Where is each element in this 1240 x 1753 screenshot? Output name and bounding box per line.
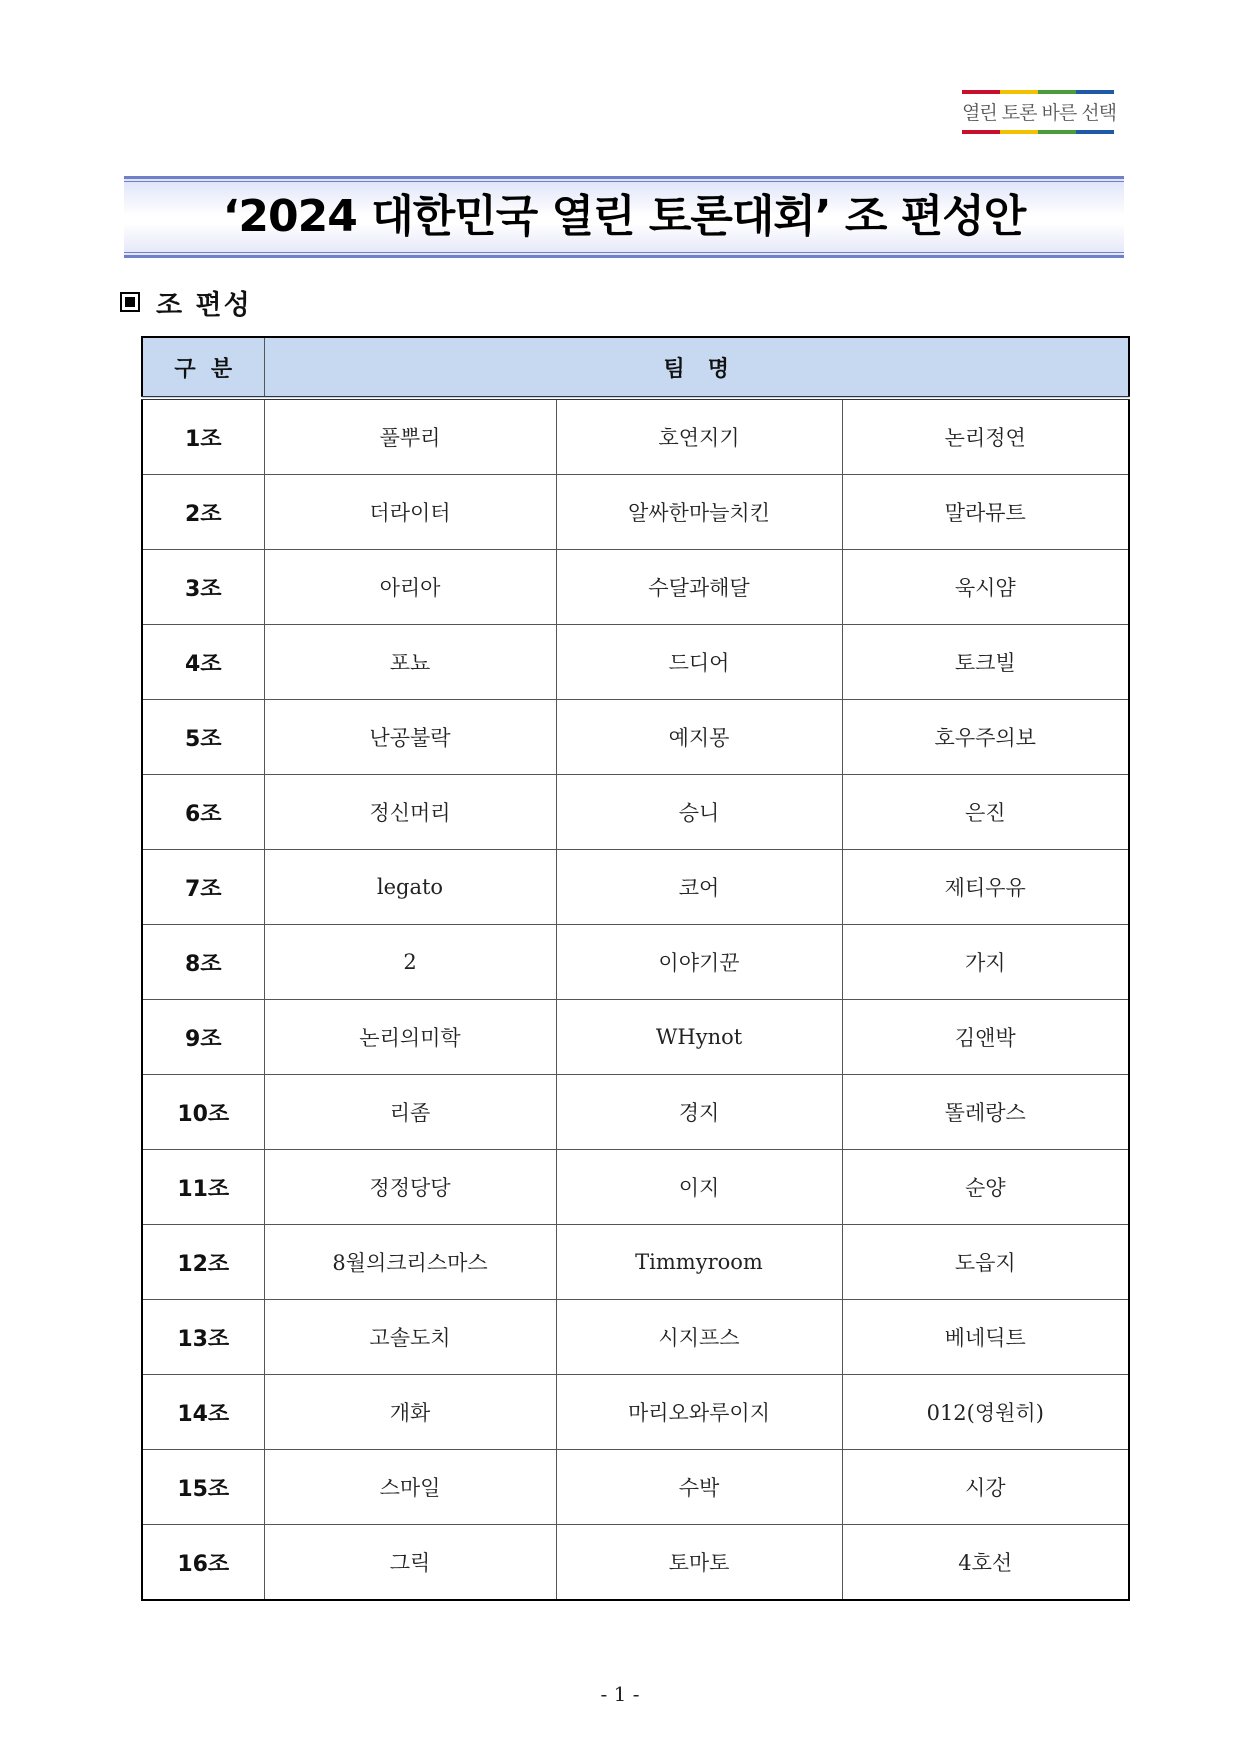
team-cell: 정정당당 — [264, 1150, 556, 1225]
team-cell: 마리오와루이지 — [556, 1375, 842, 1450]
team-cell: 말라뮤트 — [842, 475, 1129, 550]
team-cell: 리좀 — [264, 1075, 556, 1150]
header-group: 구 분 — [142, 337, 264, 398]
logo-stripe-bottom — [962, 130, 1114, 134]
group-cell: 14조 — [142, 1375, 264, 1450]
team-cell: 호연지기 — [556, 398, 842, 475]
table-row — [142, 700, 1129, 775]
team-cell: 베네딕트 — [842, 1300, 1129, 1375]
team-cell: 이지 — [556, 1150, 842, 1225]
logo-stripe-yellow — [1000, 90, 1038, 94]
team-cell: 포뇨 — [264, 625, 556, 700]
team-cell: 도읍지 — [842, 1225, 1129, 1300]
team-cell: 제티우유 — [842, 850, 1129, 925]
team-cell: 코어 — [556, 850, 842, 925]
table-row — [142, 1225, 1129, 1300]
group-roster-table — [141, 336, 1130, 1601]
team-cell: 012(영원히) — [842, 1375, 1129, 1450]
logo-stripe-top — [962, 90, 1114, 94]
team-cell: 아리아 — [264, 550, 556, 625]
table-row — [142, 475, 1129, 550]
table-row — [142, 1000, 1129, 1075]
group-cell: 16조 — [142, 1525, 264, 1601]
logo-stripe-red — [962, 130, 1000, 134]
logo-stripe-yellow — [1000, 130, 1038, 134]
team-cell: 똘레랑스 — [842, 1075, 1129, 1150]
team-cell: 토크빌 — [842, 625, 1129, 700]
header-team: 팀 명 — [264, 337, 1129, 398]
team-cell: 정신머리 — [264, 775, 556, 850]
team-cell: 토마토 — [556, 1525, 842, 1601]
table-row — [142, 925, 1129, 1000]
logo-stripe-green — [1038, 130, 1076, 134]
team-cell: 수달과해달 — [556, 550, 842, 625]
group-cell: 6조 — [142, 775, 264, 850]
logo-stripe-blue — [1076, 90, 1114, 94]
team-cell: 개화 — [264, 1375, 556, 1450]
title-banner — [124, 176, 1124, 258]
team-cell: 풀뿌리 — [264, 398, 556, 475]
logo-stripe-green — [1038, 90, 1076, 94]
team-cell: 더라이터 — [264, 475, 556, 550]
team-cell: 욱시얌 — [842, 550, 1129, 625]
filled-square-icon — [120, 292, 140, 312]
team-cell: legato — [264, 850, 556, 925]
team-cell: 은진 — [842, 775, 1129, 850]
group-cell: 7조 — [142, 850, 264, 925]
team-cell: 논리의미학 — [264, 1000, 556, 1075]
team-cell: 논리정연 — [842, 398, 1129, 475]
logo-stripe-red — [962, 90, 1000, 94]
table-row — [142, 398, 1129, 475]
team-cell: 스마일 — [264, 1450, 556, 1525]
group-cell: 15조 — [142, 1450, 264, 1525]
table-row — [142, 1450, 1129, 1525]
table-row — [142, 775, 1129, 850]
team-cell: 시지프스 — [556, 1300, 842, 1375]
logo-stripe-blue — [1076, 130, 1114, 134]
logo — [962, 90, 1114, 134]
team-cell: 이야기꾼 — [556, 925, 842, 1000]
team-cell: 2 — [264, 925, 556, 1000]
team-cell: 알싸한마늘치킨 — [556, 475, 842, 550]
team-cell: 드디어 — [556, 625, 842, 700]
table-header-row — [142, 337, 1129, 398]
table-row — [142, 1075, 1129, 1150]
team-cell: 8월의크리스마스 — [264, 1225, 556, 1300]
group-cell: 13조 — [142, 1300, 264, 1375]
team-cell: WHynot — [556, 1000, 842, 1075]
table-row — [142, 625, 1129, 700]
team-cell: 고솔도치 — [264, 1300, 556, 1375]
table-row — [142, 850, 1129, 925]
group-cell: 9조 — [142, 1000, 264, 1075]
group-cell: 3조 — [142, 550, 264, 625]
team-cell: 그릭 — [264, 1525, 556, 1601]
group-cell: 8조 — [142, 925, 264, 1000]
section-header — [120, 282, 252, 322]
group-cell: 5조 — [142, 700, 264, 775]
page-title: ‘2024 대한민국 열린 토론대회’ 조 편성안 — [222, 191, 1026, 242]
team-cell: 호우주의보 — [842, 700, 1129, 775]
team-cell: 김앤박 — [842, 1000, 1129, 1075]
team-cell: 경지 — [556, 1075, 842, 1150]
group-cell: 4조 — [142, 625, 264, 700]
section-label: 조 편성 — [156, 289, 252, 321]
team-cell: 승니 — [556, 775, 842, 850]
table-row — [142, 550, 1129, 625]
table-body — [142, 398, 1129, 1600]
group-cell: 11조 — [142, 1150, 264, 1225]
logo-text: 열린 토론 바른 선택 — [962, 102, 1116, 124]
table-row — [142, 1525, 1129, 1601]
team-cell: 4호선 — [842, 1525, 1129, 1601]
group-cell: 10조 — [142, 1075, 264, 1150]
group-cell: 1조 — [142, 398, 264, 475]
group-cell: 2조 — [142, 475, 264, 550]
group-cell: 12조 — [142, 1225, 264, 1300]
table-row — [142, 1375, 1129, 1450]
team-cell: Timmyroom — [556, 1225, 842, 1300]
team-cell: 난공불락 — [264, 700, 556, 775]
team-cell: 시강 — [842, 1450, 1129, 1525]
team-cell: 수박 — [556, 1450, 842, 1525]
team-cell: 가지 — [842, 925, 1129, 1000]
table-row — [142, 1300, 1129, 1375]
team-cell: 예지몽 — [556, 700, 842, 775]
page-number: - 1 - — [600, 1682, 640, 1706]
table-row — [142, 1150, 1129, 1225]
team-cell: 순양 — [842, 1150, 1129, 1225]
